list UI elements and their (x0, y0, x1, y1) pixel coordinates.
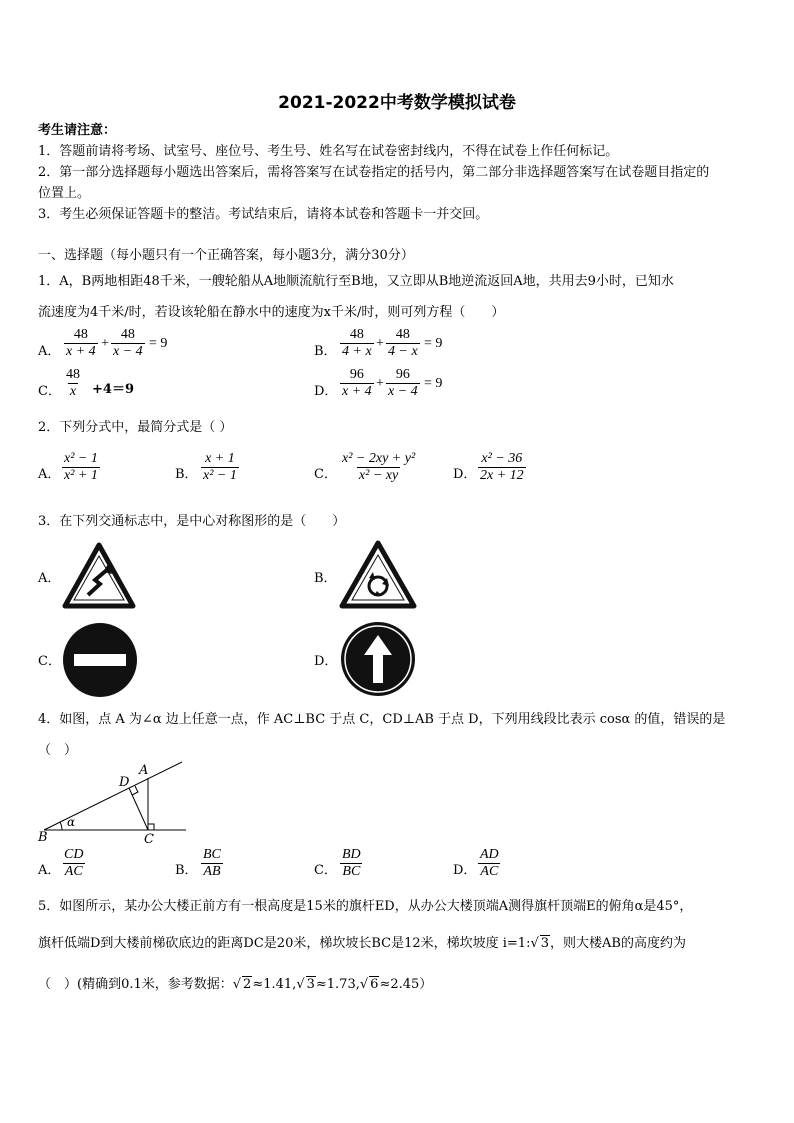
q1-b-op: + (376, 336, 384, 351)
ahead-only-sign-icon (340, 621, 416, 697)
no-entry-sign-icon (62, 622, 138, 698)
q2-stem: 2．下列分式中，最简分式是（ ） (38, 420, 233, 435)
notice-item-3: 3．考生必须保证答题卡的整洁。考试结束后，请将本试卷和答题卡一并交回。 (38, 207, 489, 222)
q2-d-frac: $\frac{\text{x² − 36}}{2x + 12}$ (480, 451, 524, 484)
q1-d-frac2: $\frac{96}{x - 4}$ (388, 367, 418, 400)
q4-stem: 4．如图，点 A 为∠α 边上任意一点，作 AC⊥BC 于点 C，CD⊥AB 于点 D，下列用线段比表示 cosα 的值，错误的是 (38, 712, 726, 727)
q4-b-frac: $\frac{BC}{AB}$ (203, 847, 221, 880)
q3-option-c-label[interactable]: C． (38, 654, 61, 669)
roundabout-warning-icon (339, 540, 417, 610)
q2-a-frac: $\frac{\text{x² − 1}}{\text{x² + 1}}$ (64, 451, 98, 484)
q2-c-frac: $\frac{\text{x² − 2xy + y²}}{\text{x² − xy}}$ (342, 451, 416, 484)
q4-option-b-label[interactable]: B． (175, 863, 198, 878)
notice-item-2-cont: 位置上。 (38, 186, 91, 201)
q4-c-frac: $\frac{BD}{BC}$ (342, 847, 361, 880)
q2-b-frac: $\frac{x + 1}{\text{x² − 1}}$ (203, 451, 237, 484)
q1-option-d-label[interactable]: D． (314, 384, 338, 399)
q4-option-c-label[interactable]: C． (314, 863, 337, 878)
q1-a-frac2: $\frac{48}{x - 4}$ (113, 327, 143, 360)
q3-option-a-label[interactable]: A． (38, 571, 61, 586)
q1-b-rhs: = 9 (424, 336, 443, 351)
q1-d-rhs: = 9 (424, 376, 443, 391)
q5-stem-line2: 旗杆低端D到大楼前梯砍底边的距离DC是20米，梯坎坡长BC是12米，梯坎坡度 i=1:√ 3，则大楼AB的高度约为 (38, 936, 686, 951)
notice-item-1: 1．答题前请将考场、试室号、座位号、考生号、姓名写在试卷密封线内，不得在试卷上作任何标记。 (38, 144, 619, 159)
q2-option-a-label[interactable]: A． (38, 467, 61, 482)
q1-d-op: + (376, 376, 384, 391)
section-heading: 一、选择题（每小题只有一个正确答案，每小题3分，满分30分） (38, 248, 414, 263)
fig-label-a: A (139, 763, 149, 778)
q1-option-c-label[interactable]: C． (38, 384, 61, 399)
q1-a-rhs: = 9 (149, 336, 168, 351)
q4-d-frac: $\frac{AD}{AC}$ (480, 847, 499, 880)
fig-label-d: D (119, 775, 130, 790)
q1-b-frac1: $\frac{48}{4 + x}$ (342, 327, 372, 360)
q3-option-b-label[interactable]: B． (314, 571, 337, 586)
q5-stem-line1: 5．如图所示，某办公大楼正前方有一根高度是15米的旗杆ED，从办公大楼顶端A测得旗杆顶端E的俯角α是45°， (38, 899, 693, 914)
q1-b-frac2: $\frac{48}{4 - x}$ (388, 327, 418, 360)
q1-a-frac1: $\frac{48}{x + 4}$ (66, 327, 96, 360)
q4-triangle-figure (36, 758, 196, 850)
q1-stem-line2: 流速度为4千米/时，若设该轮船在静水中的速度为x千米/时，则可列方程（ ） (38, 305, 505, 320)
q2-option-d-label[interactable]: D． (453, 467, 477, 482)
q2-option-b-label[interactable]: B． (175, 467, 198, 482)
q1-c-frac: $\frac{48}{x}$ (66, 367, 80, 400)
page-title: 2021-2022中考数学模拟试卷 (278, 93, 516, 113)
q1-a-op: + (101, 336, 109, 351)
q4-a-frac: $\frac{CD}{AC}$ (64, 847, 84, 880)
notice-heading: 考生请注意： (38, 123, 117, 138)
double-bend-warning-icon (62, 542, 136, 610)
q1-option-b-label[interactable]: B． (314, 344, 337, 359)
q2-option-c-label[interactable]: C． (314, 467, 337, 482)
q1-option-a-label[interactable]: A． (38, 344, 61, 359)
fig-label-b: B (38, 830, 48, 845)
fig-label-c: C (144, 832, 154, 847)
q4-option-d-label[interactable]: D． (453, 863, 477, 878)
q1-stem-line1: 1．A，B两地相距48千米，一艘轮船从A地顺流航行至B地，又立即从B地逆流返回A地，共用去9小时，已知水 (38, 274, 674, 289)
q4-option-a-label[interactable]: A． (38, 863, 61, 878)
q3-option-d-label[interactable]: D． (314, 654, 338, 669)
q4-paren: （ ） (38, 743, 78, 758)
q1-c-rhs: +4＝9 (92, 382, 134, 397)
q3-stem: 3．在下列交通标志中，是中心对称图形的是（ ） (38, 514, 346, 529)
q5-stem-line3: （ ）(精确到0.1米，参考数据：√ 2≈1.41,√ 3≈1.73,√ 6≈2.45） (38, 977, 433, 992)
fig-label-alpha: α (67, 815, 76, 829)
notice-item-2: 2．第一部分选择题每小题选出答案后，需将答案写在试卷指定的括号内，第二部分非选择题答案写在试卷题目指定的 (38, 165, 710, 180)
q1-d-frac1: $\frac{96}{x + 4}$ (342, 367, 372, 400)
